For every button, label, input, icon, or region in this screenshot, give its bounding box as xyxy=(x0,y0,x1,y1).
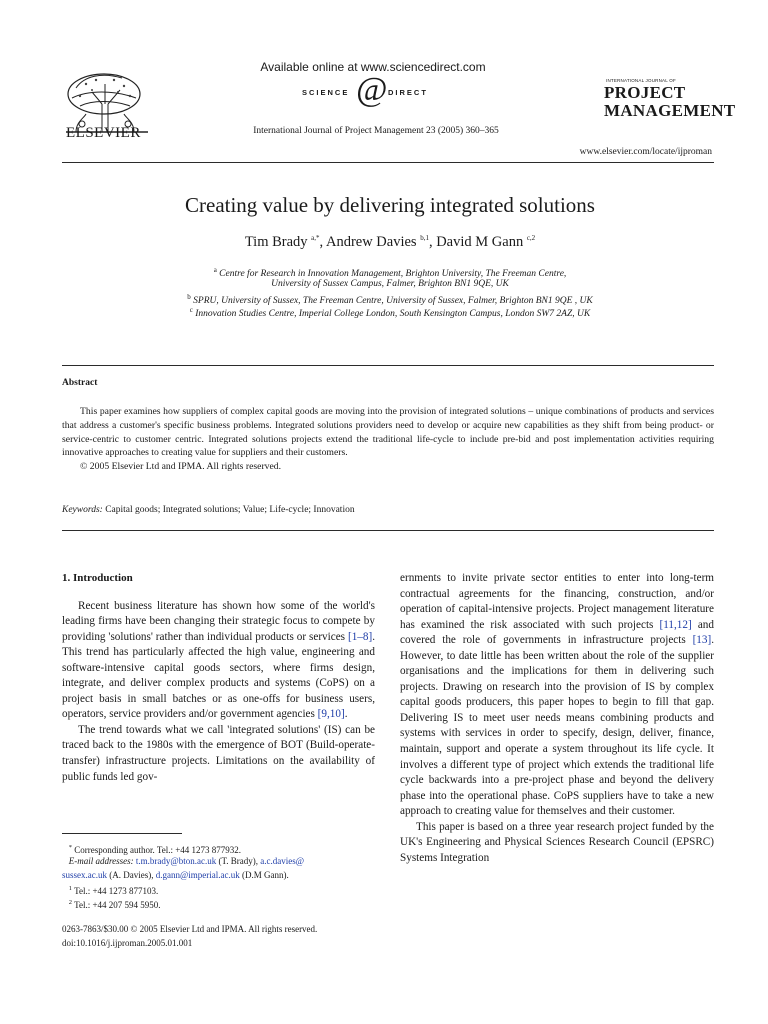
abstract-bottom-divider xyxy=(62,530,714,531)
abstract-heading: Abstract xyxy=(62,378,98,388)
affiliation-mark: a xyxy=(213,266,217,274)
affiliation-a-line1 xyxy=(0,266,768,279)
author-marks: b,1 xyxy=(420,234,429,243)
citation-link[interactable]: [11,12] xyxy=(659,618,692,631)
email-link[interactable]: t.m.brady@bton.ac.uk xyxy=(135,856,217,866)
body-text: . However, to date little has been written about the role of the supplier organisations and the implications for them in delivering such projects. Drawing on research into the provision of IS by complex capital goods producers, this paper hopes to begin to fill that gap. Delivering IS to meet user needs means combining products and systems with services in order to specify, design, deliver, finance, maintain, support and operate a system throughout its life cycle. It involves a different type of project which extends the traditional life cycle backwards into a pre-project phase and beyond the delivery phase into the operational phase. CoPS suppliers have to take a new approach to creating value for themselves and their customer. xyxy=(400,634,714,818)
email-link[interactable]: d.gann@imperial.ac.uk xyxy=(155,869,240,880)
sciencedirect-right-word: DIRECT xyxy=(388,88,428,97)
footnote-text: Tel.: +44 207 594 5950. xyxy=(74,900,161,910)
issn-line: 0263-7863/$30.00 © 2005 Elsevier Ltd and IPMA. All rights reserved. xyxy=(62,924,318,934)
email-link-continued[interactable]: sussex.ac.uk xyxy=(62,869,107,880)
affiliation-mark: b xyxy=(187,293,191,301)
paper-title: Creating value by delivering integrated solutions xyxy=(185,193,595,217)
citation-link[interactable]: [9,10] xyxy=(317,708,345,721)
sciencedirect-left-word: SCIENCE xyxy=(302,88,350,97)
body-column-left xyxy=(62,571,375,785)
journal-url-link[interactable]: www.elsevier.com/locate/ijproman xyxy=(579,147,712,157)
author-marks: c,2 xyxy=(526,234,536,243)
available-online-text: Available online at www.sciencedirect.com xyxy=(260,60,486,74)
sciencedirect-logo xyxy=(300,71,450,109)
body-text: . xyxy=(344,708,348,721)
affiliation-mark: c xyxy=(189,306,193,314)
email-link[interactable]: a.c.davies@ xyxy=(260,856,305,866)
affiliation-b xyxy=(0,293,768,306)
author-list: Tim Brady $^{a,*}$, Andrew Davies $^{b,1}$, David M Gann $^{c,2}$ xyxy=(244,234,536,250)
footnote-divider xyxy=(62,833,182,834)
affiliation-a-line2: University of Sussex Campus, Falmer, Brighton BN1 9QE, UK xyxy=(271,279,509,289)
affiliation-text: SPRU, University of Sussex, The Freeman Centre, University of Sussex, Falmer, Brighton BN1 9QE , UK xyxy=(193,296,593,307)
journal-logo-word-1: PROJECT xyxy=(604,83,686,102)
body-paragraph xyxy=(400,571,714,820)
author-marks: a,* xyxy=(311,234,320,243)
journal-logo-small-text: INTERNATIONAL JOURNAL OF xyxy=(606,78,676,83)
footnote-text: Tel.: +44 1273 877103. xyxy=(74,886,159,896)
header-divider xyxy=(62,162,714,163)
abstract-body xyxy=(62,405,714,474)
body-text: and covered the role of governments in infrastructure projects xyxy=(400,618,714,647)
keywords-line xyxy=(62,505,355,515)
email-owner: (D.M Gann). xyxy=(239,869,289,880)
body-text: ernments to invite private sector entities to enter into long-term contractual agreements for the financing, construction, and/or operation of capital-intensive projects. Project management literature has examined the risk associated with such projects xyxy=(400,572,714,631)
abstract-text: This paper examines how suppliers of complex capital goods are moving into the provision of integrated solutions – unique combinations of products and services that address a customer's specific business problems. Integrated solutions providers need to develop or acquire new capabilities as they shift from being product- or service-centric to customer centric. Integrated solutions projects extend the traditional life-cycle to include pre-bid and post implementation activities requiring innovative approaches to creating value for suppliers and their customers. xyxy=(62,406,714,459)
footnote-mark: * xyxy=(68,844,72,851)
author-name: Tim Brady xyxy=(244,234,308,250)
affiliation-c xyxy=(0,306,768,319)
doi-line[interactable]: doi:10.1016/j.ijproman.2005.01.001 xyxy=(62,937,193,948)
affiliation-text: Centre for Research in Innovation Management, Brighton University, The Freeman Centre, xyxy=(219,269,567,280)
body-paragraph: This paper is based on a three year research project funded by the UK's Engineering and Physical Sciences Research Council (EPSRC) Systems Integration xyxy=(400,820,714,864)
author-name: David M Gann xyxy=(436,234,524,250)
footnote-text: Corresponding author. Tel.: +44 1273 877932. xyxy=(74,845,242,855)
keywords-list: Capital goods; Integrated solutions; Value; Life-cycle; Innovation xyxy=(105,505,355,515)
body-text: Recent business literature has shown how some of the world's leading firms have been changing their strategic focus to compete by providing 'solutions' rather than individual products or services xyxy=(62,599,375,643)
footnote-mark: 1 xyxy=(68,885,72,892)
footnote-emails xyxy=(62,855,382,882)
journal-citation: International Journal of Project Management 23 (2005) 360–365 xyxy=(253,126,499,136)
footnote-mark: 2 xyxy=(68,899,72,906)
publisher-name: ELSEVIER xyxy=(66,125,141,141)
citation-link[interactable]: [13] xyxy=(692,634,712,647)
author-name: Andrew Davies xyxy=(325,234,417,250)
at-symbol-icon: @ xyxy=(356,71,388,108)
body-column-right xyxy=(400,571,714,866)
issn-copyright-block xyxy=(62,923,317,950)
email-owner: (T. Brady), xyxy=(216,856,261,866)
journal-logo-word-2: MANAGEMENT xyxy=(604,101,736,120)
footnote-2 xyxy=(62,896,382,913)
section-heading: 1. Introduction xyxy=(62,572,133,584)
email-label: E-mail addresses: xyxy=(68,856,134,866)
email-owner: (A. Davies), xyxy=(107,869,156,880)
affiliation-text: Innovation Studies Centre, Imperial College London, South Kensington Campus, London SW7 2AZ, UK xyxy=(195,309,591,320)
abstract-copyright: © 2005 Elsevier Ltd and IPMA. All rights reserved. xyxy=(80,461,282,473)
body-text: . This trend has particularly affected the high value, engineering and software-intensive capital goods sectors, where firms design, integrate, and deliver complex products and systems (CoPS) on a project basis in small batches or as one-offs for business users, operators, service providers and/or government agencies xyxy=(62,630,375,721)
citation-link[interactable]: [1–8] xyxy=(347,630,373,643)
abstract-top-divider xyxy=(62,365,714,366)
body-paragraph xyxy=(62,599,375,723)
body-paragraph: The trend towards what we call 'integrated solutions' (IS) can be traced back to the 1980s with the emergence of BOT (Build-operate-transfer) infrastructure projects. Limitations on the availability of public funds led gov- xyxy=(62,723,375,783)
keywords-label: Keywords: xyxy=(62,505,103,515)
